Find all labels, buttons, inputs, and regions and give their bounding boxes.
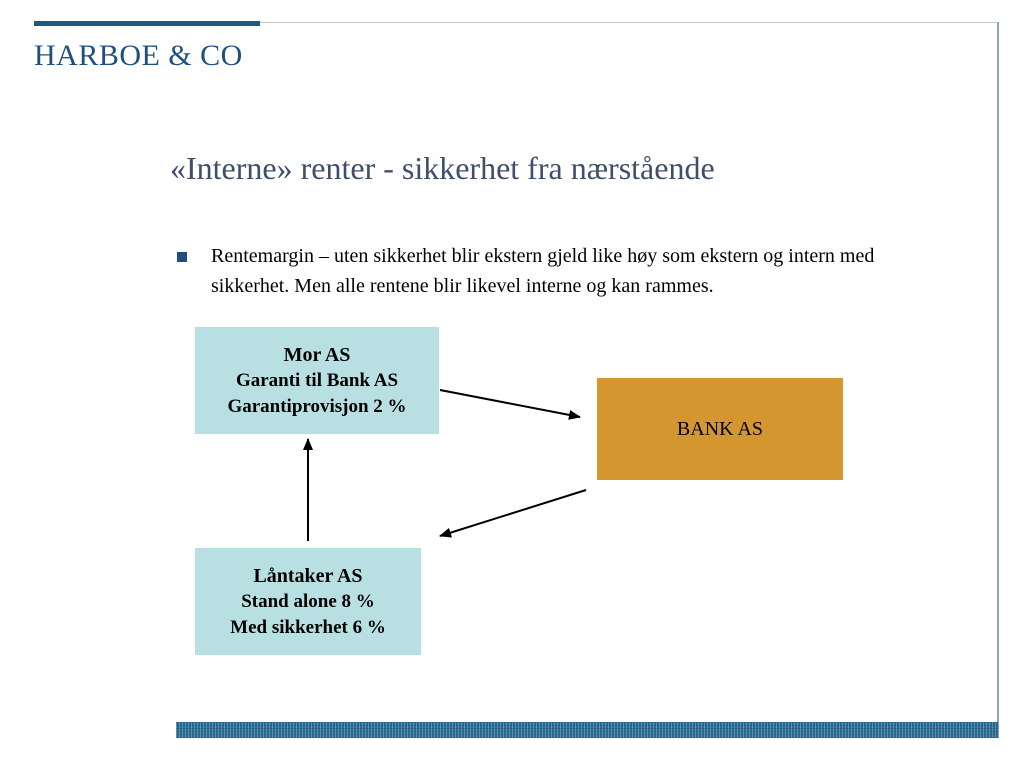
box-mor-title: Mor AS [283, 343, 351, 366]
box-laantaker-title: Låntaker AS [253, 564, 363, 587]
box-mor-line-1: Garanti til Bank AS [235, 369, 399, 391]
arrow-mor-to-bank [440, 390, 580, 417]
slide-title: «Interne» renter - sikkerhet fra nærstående [170, 150, 715, 186]
box-laantaker-line-1: Stand alone 8 % [241, 590, 375, 612]
bullet-text: Rentemargin – uten sikkerhet blir ekstern gjeld like høy som ekstern og intern med sikkerhet. Men alle rentene blir likevel interne og kan rammes. [211, 245, 875, 297]
box-mor-line-2: Garantiprovisjon 2 % [227, 395, 407, 417]
arrow-bank-to-laantaker [440, 490, 586, 536]
box-laantaker-line-2: Med sikkerhet 6 % [230, 616, 386, 638]
logo: HARBOE & CO [34, 39, 243, 72]
box-bank-title: BANK AS [676, 418, 764, 440]
